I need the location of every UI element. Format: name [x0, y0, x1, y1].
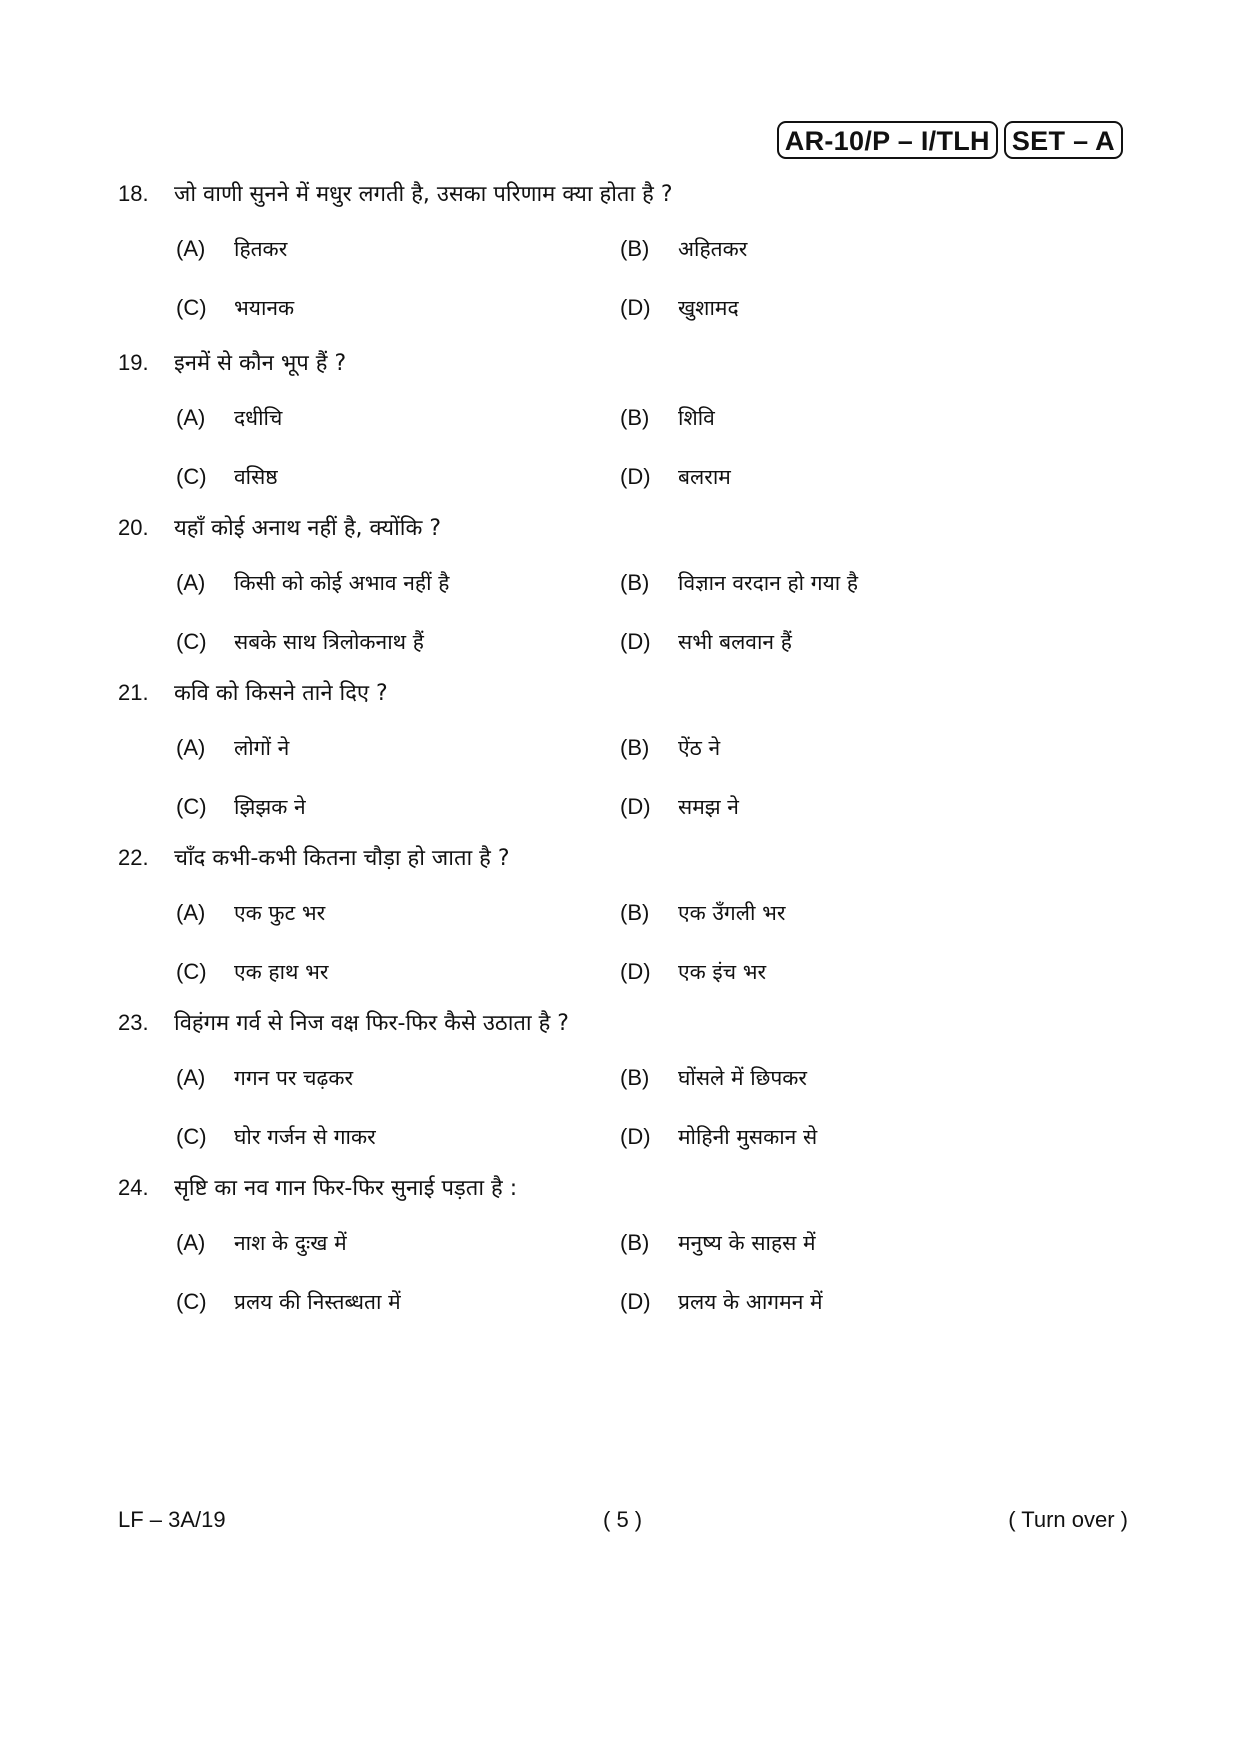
option-d: [620, 628, 1064, 656]
option-c: [176, 1288, 620, 1316]
option-letter: (A): [176, 1065, 206, 1090]
option-c: [176, 628, 620, 656]
option-a: [176, 404, 620, 432]
question-text: कवि को किसने ताने दिए ?: [174, 681, 388, 706]
option-d: [620, 294, 1064, 322]
option-letter: (D): [620, 794, 651, 819]
question-20: [118, 512, 1128, 664]
option-text: एक फुट भर: [234, 901, 326, 925]
option-text: एक उँगली भर: [678, 901, 786, 925]
option-letter: (C): [176, 1124, 207, 1149]
option-text: समझ ने: [678, 795, 739, 819]
option-letter: (D): [620, 959, 651, 984]
question-number: 21.: [118, 680, 149, 705]
option-text: सभी बलवान हैं: [678, 630, 792, 654]
question-number: 19.: [118, 350, 149, 375]
option-a: [176, 1064, 620, 1092]
option-text: नाश के दुःख में: [234, 1231, 347, 1255]
option-text: ऐंठ ने: [678, 736, 721, 760]
option-letter: (B): [620, 1230, 650, 1255]
option-letter: (B): [620, 570, 650, 595]
options-row: [176, 628, 1128, 664]
options-row: [176, 1064, 1128, 1100]
option-d: [620, 958, 1064, 986]
option-a: [176, 235, 620, 263]
option-text: अहितकर: [678, 237, 748, 261]
page-number: ( 5 ): [603, 1507, 643, 1532]
option-d: [620, 793, 1064, 821]
question-number: 18.: [118, 181, 149, 206]
options-row: [176, 899, 1128, 935]
option-text: प्रलय के आगमन में: [678, 1290, 823, 1314]
option-letter: (B): [620, 236, 650, 261]
option-b: [620, 899, 1064, 927]
option-letter: (C): [176, 959, 207, 984]
option-b: [620, 734, 1064, 762]
option-letter: (A): [176, 570, 206, 595]
option-text: घोर गर्जन से गाकर: [234, 1125, 376, 1149]
question-23: [118, 1007, 1128, 1159]
option-text: शिवि: [678, 406, 715, 430]
option-text: दधीचि: [234, 406, 283, 430]
option-text: भयानक: [234, 296, 295, 320]
question-text: सृष्टि का नव गान फिर-फिर सुनाई पड़ता है :: [174, 1176, 518, 1201]
paper-code-box: AR-10/P – I/TLH: [777, 121, 998, 159]
options-row: [176, 734, 1128, 770]
option-b: [620, 404, 1064, 432]
options-row: [176, 1229, 1128, 1265]
option-letter: (D): [620, 1289, 651, 1314]
option-letter: (A): [176, 735, 206, 760]
option-b: [620, 1229, 1064, 1257]
question-number: 22.: [118, 845, 149, 870]
options-row: [176, 235, 1128, 271]
option-letter: (C): [176, 629, 207, 654]
options-row: [176, 1288, 1128, 1324]
options-row: [176, 569, 1128, 605]
question-number: 20.: [118, 515, 149, 540]
option-letter: (C): [176, 794, 207, 819]
question-text: यहाँ कोई अनाथ नहीं है, क्योंकि ?: [174, 516, 442, 541]
option-letter: (B): [620, 900, 650, 925]
set-box: SET – A: [1004, 121, 1123, 159]
option-letter: (C): [176, 1289, 207, 1314]
option-letter: (B): [620, 405, 650, 430]
option-letter: (A): [176, 1230, 206, 1255]
footer-code: LF – 3A/19: [118, 1507, 226, 1532]
option-text: मनुष्य के साहस में: [678, 1231, 816, 1255]
option-b: [620, 235, 1064, 263]
option-text: एक हाथ भर: [234, 960, 329, 984]
option-text: मोहिनी मुसकान से: [678, 1125, 818, 1149]
option-b: [620, 1064, 1064, 1092]
option-text: किसी को कोई अभाव नहीं है: [234, 571, 450, 595]
question-text: जो वाणी सुनने में मधुर लगती है, उसका परिणाम क्या होता है ?: [174, 182, 673, 207]
options-row: [176, 404, 1128, 440]
options-row: [176, 793, 1128, 829]
option-letter: (C): [176, 295, 207, 320]
option-d: [620, 463, 1064, 491]
option-text: सबके साथ त्रिलोकनाथ हैं: [234, 630, 424, 654]
option-letter: (C): [176, 464, 207, 489]
option-text: लोगों ने: [234, 736, 290, 760]
page-footer: [118, 1507, 1128, 1539]
option-text: खुशामद: [678, 296, 739, 320]
question-19: [118, 347, 1128, 499]
question-text: इनमें से कौन भूप हैं ?: [174, 351, 347, 376]
option-d: [620, 1288, 1064, 1316]
question-21: [118, 677, 1128, 829]
option-letter: (B): [620, 735, 650, 760]
option-text: घोंसले में छिपकर: [678, 1066, 807, 1090]
option-letter: (A): [176, 900, 206, 925]
turn-over-note: ( Turn over ): [1008, 1507, 1128, 1532]
question-24: [118, 1172, 1128, 1324]
option-letter: (D): [620, 464, 651, 489]
option-letter: (A): [176, 236, 206, 261]
options-row: [176, 463, 1128, 499]
option-letter: (B): [620, 1065, 650, 1090]
option-c: [176, 1123, 620, 1151]
question-text: चाँद कभी-कभी कितना चौड़ा हो जाता है ?: [174, 846, 510, 871]
option-a: [176, 734, 620, 762]
option-letter: (D): [620, 1124, 651, 1149]
option-text: प्रलय की निस्तब्धता में: [234, 1290, 401, 1314]
options-row: [176, 1123, 1128, 1159]
option-text: गगन पर चढ़कर: [234, 1066, 354, 1090]
option-a: [176, 569, 620, 597]
option-text: वसिष्ठ: [234, 465, 278, 489]
option-a: [176, 1229, 620, 1257]
option-b: [620, 569, 1064, 597]
options-row: [176, 958, 1128, 994]
header-code-boxes: [777, 121, 1123, 159]
option-letter: (D): [620, 629, 651, 654]
option-text: हितकर: [234, 237, 288, 261]
option-text: झिझक ने: [234, 795, 306, 819]
option-c: [176, 793, 620, 821]
option-c: [176, 958, 620, 986]
option-letter: (A): [176, 405, 206, 430]
option-c: [176, 294, 620, 322]
option-text: विज्ञान वरदान हो गया है: [678, 571, 859, 595]
option-a: [176, 899, 620, 927]
option-letter: (D): [620, 295, 651, 320]
option-d: [620, 1123, 1064, 1151]
option-text: बलराम: [678, 465, 731, 489]
question-number: 24.: [118, 1175, 149, 1200]
option-text: एक इंच भर: [678, 960, 767, 984]
question-18: [118, 178, 1128, 330]
question-text: विहंगम गर्व से निज वक्ष फिर-फिर कैसे उठाता है ?: [174, 1011, 569, 1036]
option-c: [176, 463, 620, 491]
question-number: 23.: [118, 1010, 149, 1035]
options-row: [176, 294, 1128, 330]
question-22: [118, 842, 1128, 994]
